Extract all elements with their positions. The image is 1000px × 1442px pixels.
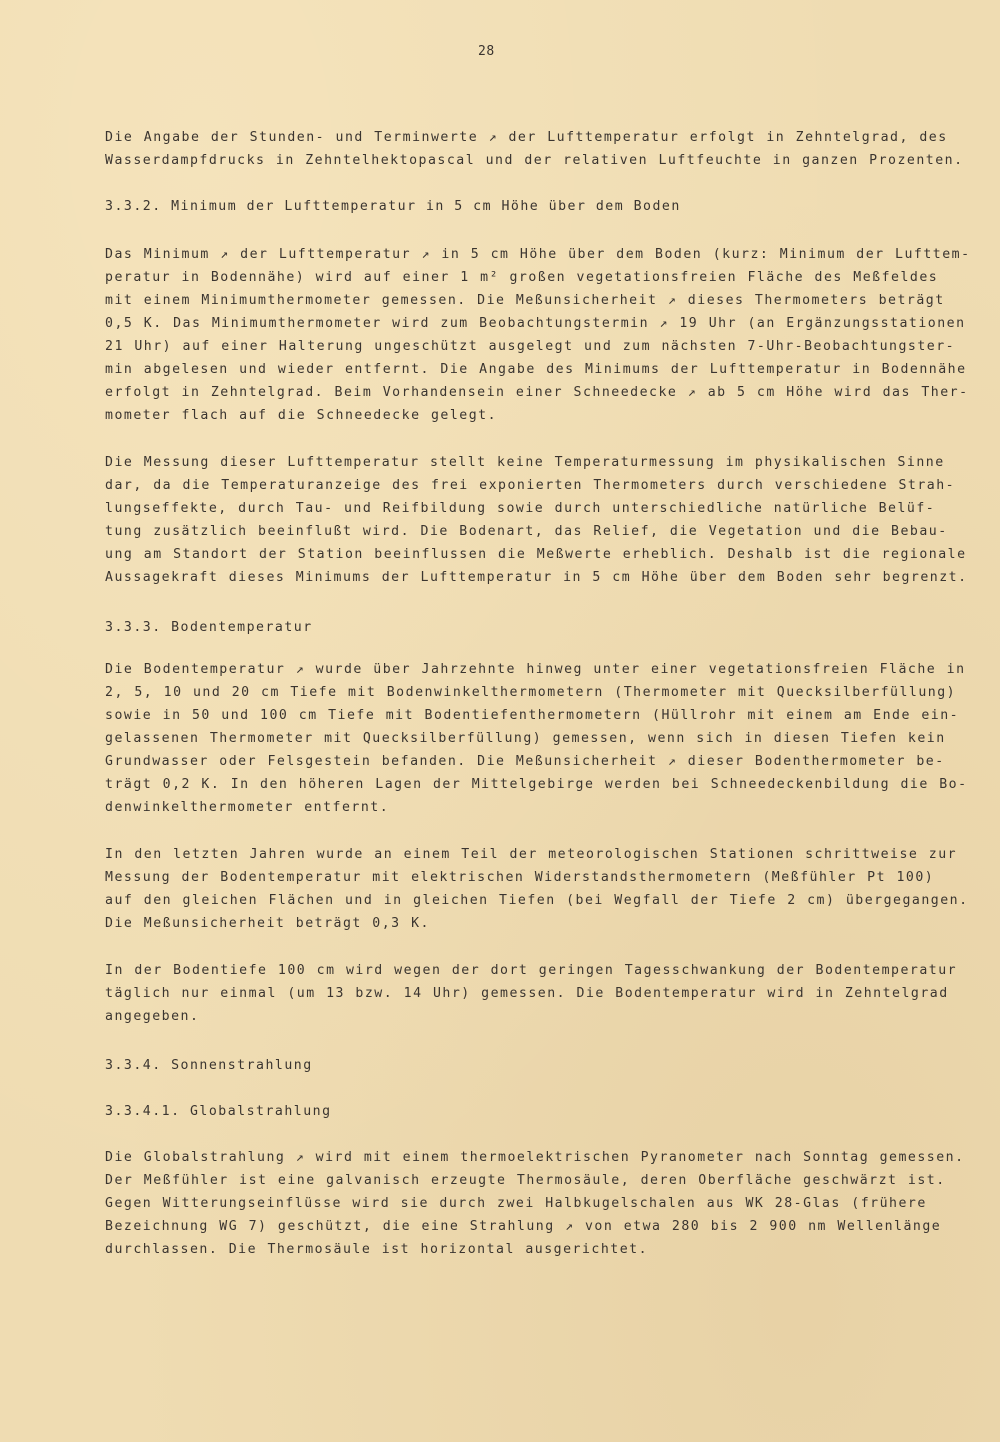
text-line: täglich nur einmal (um 13 bzw. 14 Uhr) gemessen. Die Bodentemperatur wird in Zehntelgrad: [105, 986, 949, 1001]
text-line: Aussagekraft dieses Minimums der Lufttemperatur in 5 cm Höhe über dem Boden sehr begrenzt.: [105, 570, 968, 585]
text-line: Die Meßunsicherheit beträgt 0,3 K.: [105, 916, 430, 931]
text-line: Das Minimum ↗ der Lufttemperatur ↗ in 5 cm Höhe über dem Boden (kurz: Minimum der Lufttem-: [105, 247, 971, 262]
text-line: denwinkelthermometer entfernt.: [105, 800, 390, 815]
page-number: 28: [478, 44, 495, 59]
text-line: 2, 5, 10 und 20 cm Tiefe mit Bodenwinkelthermometern (Thermometer mit Quecksilberfüllung): [105, 685, 957, 700]
text-line: angegeben.: [105, 1009, 200, 1024]
text-line: In den letzten Jahren wurde an einem Teil der meteorologischen Stationen schrittweise zur: [105, 847, 958, 862]
text-line: Der Meßfühler ist eine galvanisch erzeugte Thermosäule, deren Oberfläche geschwärzt ist.: [105, 1173, 946, 1188]
text-line: Grundwasser oder Felsgestein befanden. Die Meßunsicherheit ↗ dieser Bodenthermometer be-: [105, 754, 945, 769]
text-line: lungseffekte, durch Tau- und Reifbildung sowie durch unterschiedliche natürliche Belüf-: [105, 501, 936, 516]
section-heading-3-3-4: 3.3.4. Sonnenstrahlung: [105, 1058, 313, 1073]
text-line: durchlassen. Die Thermosäule ist horizontal ausgerichtet.: [105, 1242, 649, 1257]
text-line: Bezeichnung WG 7) geschützt, die eine Strahlung ↗ von etwa 280 bis 2 900 nm Wellenlänge: [105, 1219, 942, 1234]
paragraph-minimum-air-temperature: [105, 243, 971, 427]
paragraph-air-temperature-units: [105, 126, 964, 172]
text-line: gelassenen Thermometer mit Quecksilberfüllung) gemessen, wenn sich in diesen Tiefen kein: [105, 731, 946, 746]
text-line: Messung der Bodentemperatur mit elektrischen Widerstandsthermometern (Meßfühler Pt 100): [105, 870, 935, 885]
text-line: dar, da die Temperaturanzeige des frei exponierten Thermometers durch verschiedene Strah-: [105, 478, 956, 493]
paragraph-soil-temperature-methods: [105, 658, 968, 819]
text-line: Die Globalstrahlung ↗ wird mit einem thermoelektrischen Pyranometer nach Sonntag gemessen.: [105, 1150, 965, 1165]
text-line: auf den gleichen Flächen und in gleichen Tiefen (bei Wegfall der Tiefe 2 cm) übergegangen.: [105, 893, 969, 908]
paragraph-resistance-thermometers: [105, 843, 969, 935]
paragraph-global-radiation: [105, 1146, 965, 1261]
text-line: Gegen Witterungseinflüsse wird sie durch zwei Halbkugelschalen aus WK 28-Glas (frühere: [105, 1196, 927, 1211]
text-line: ung am Standort der Station beeinflussen die Meßwerte erheblich. Deshalb ist die regionale: [105, 547, 967, 562]
text-line: tung zusätzlich beeinflußt wird. Die Bodenart, das Relief, die Vegetation und die Bebau-: [105, 524, 948, 539]
paragraph-soil-depth-100cm: [105, 959, 958, 1028]
text-line: Die Bodentemperatur ↗ wurde über Jahrzehnte hinweg unter einer vegetationsfreien Fläche in: [105, 662, 966, 677]
text-line: Die Angabe der Stunden- und Terminwerte ↗ der Lufttemperatur erfolgt in Zehntelgrad, des: [105, 130, 948, 145]
text-line: erfolgt in Zehntelgrad. Beim Vorhandensein einer Schneedecke ↗ ab 5 cm Höhe wird das Ther-: [105, 385, 969, 400]
text-line: mit einem Minimumthermometer gemessen. Die Meßunsicherheit ↗ dieses Thermometers beträgt: [105, 293, 945, 308]
section-heading-3-3-4-1: 3.3.4.1. Globalstrahlung: [105, 1104, 332, 1119]
section-heading-3-3-2: 3.3.2. Minimum der Lufttemperatur in 5 cm Höhe über dem Boden: [105, 199, 681, 214]
text-line: trägt 0,2 K. In den höheren Lagen der Mittelgebirge werden bei Schneedeckenbildung die Bo-: [105, 777, 968, 792]
text-line: peratur in Bodennähe) wird auf einer 1 m² großen vegetationsfreien Fläche des Meßfeldes: [105, 270, 939, 285]
text-line: min abgelesen und wieder entfernt. Die Angabe des Minimums der Lufttemperatur in Bodennähe: [105, 362, 967, 377]
text-line: 21 Uhr) auf einer Halterung ungeschützt ausgelegt und zum nächsten 7-Uhr-Beobachtungster-: [105, 339, 956, 354]
text-line: 0,5 K. Das Minimumthermometer wird zum Beobachtungstermin ↗ 19 Uhr (an Ergänzungsstationen: [105, 316, 966, 331]
text-line: mometer flach auf die Schneedecke gelegt.: [105, 408, 498, 423]
text-line: In der Bodentiefe 100 cm wird wegen der dort geringen Tagesschwankung der Bodentemperatur: [105, 963, 958, 978]
text-line: Wasserdampfdrucks in Zehntelhektopascal und der relativen Luftfeuchte in ganzen Prozenten.: [105, 153, 964, 168]
paragraph-measurement-limitations: [105, 451, 968, 589]
text-line: sowie in 50 und 100 cm Tiefe mit Bodentiefenthermometern (Hüllrohr mit einem am Ende ein-: [105, 708, 960, 723]
text-line: Die Messung dieser Lufttemperatur stellt keine Temperaturmessung im physikalischen Sinne: [105, 455, 945, 470]
section-heading-3-3-3: 3.3.3. Bodentemperatur: [105, 620, 313, 635]
